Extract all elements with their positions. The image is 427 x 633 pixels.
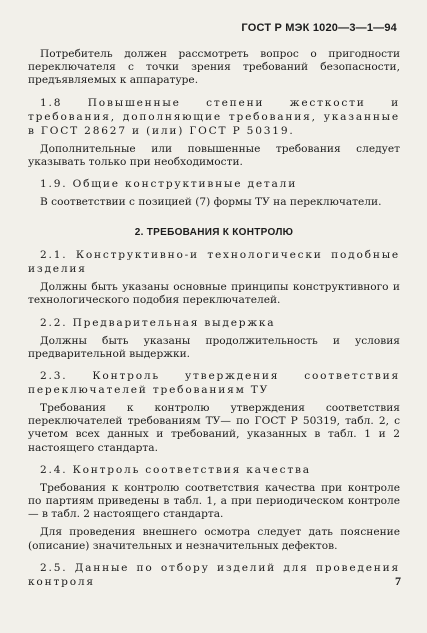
- clause-heading: 1.8 Повышенные степени жесткости и требования, дополняющие требования, указанные в ГОСТ 28627 и (или) ГОСТ Р 50319.: [28, 96, 400, 137]
- clause-heading: 2.5. Данные по отбору изделий для проведения контроля: [28, 561, 400, 588]
- clause-heading: 2.3. Контроль утверждения соответствия переключателей требованиям ТУ: [28, 370, 400, 397]
- paragraph: В соответствии с позицией (7) формы ТУ на переключатели.: [40, 196, 382, 209]
- clause-heading: 1.9. Общие конструктивные детали: [40, 178, 298, 191]
- paragraph: Должны быть указаны основные принципы конструктивного и технологического подобия переключателей.: [28, 281, 400, 307]
- paragraph-gap: [28, 308, 400, 316]
- clause-heading: 2.2. Предварительная выдержка: [40, 316, 276, 329]
- paragraph-gap: [28, 455, 400, 463]
- paragraph-gap: [28, 88, 400, 96]
- section-heading: 2. ТРЕБОВАНИЯ К КОНТРОЛЮ: [134, 227, 294, 239]
- paragraph: Для проведения внешнего осмотра следует дать пояснение (описание) значительных и незначительных дефектов.: [28, 526, 400, 552]
- paragraph: Дополнительные или повышенные требования следует указывать только при необходимости.: [28, 142, 400, 168]
- page-number: 7: [395, 574, 401, 588]
- clause-heading: 2.1. Конструктивно-и технологически подобные изделия: [28, 249, 400, 276]
- document-body: [28, 48, 400, 589]
- paragraph: Требования к контролю утверждения соответствия переключателей требованиям ТУ— по ГОСТ Р 50319, табл. 2, с учетом всех данных и требований, указанных в табл. 1 и 2 настоящего стандарта.: [28, 402, 400, 454]
- standard-header: ГОСТ Р МЭК 1020—3—1—94: [241, 22, 397, 34]
- paragraph: Должны быть указаны продолжительность и условия предварительной выдержки.: [28, 334, 400, 360]
- paragraph-gap: [28, 169, 400, 177]
- clause-heading: 2.4. Контроль соответствия качества: [40, 463, 311, 476]
- paragraph: Потребитель должен рассмотреть вопрос о пригодности переключателя с точки зрения требований безопасности, предъявляемых к аппаратуре.: [28, 48, 400, 87]
- paragraph-gap: [28, 553, 400, 561]
- paragraph: Требования к контролю соответствия качества при контроле по партиям приведены в табл. 1, а при периодическом контроле — в табл. 2 настоящего стандарта.: [28, 481, 400, 521]
- paragraph-gap: [28, 361, 400, 369]
